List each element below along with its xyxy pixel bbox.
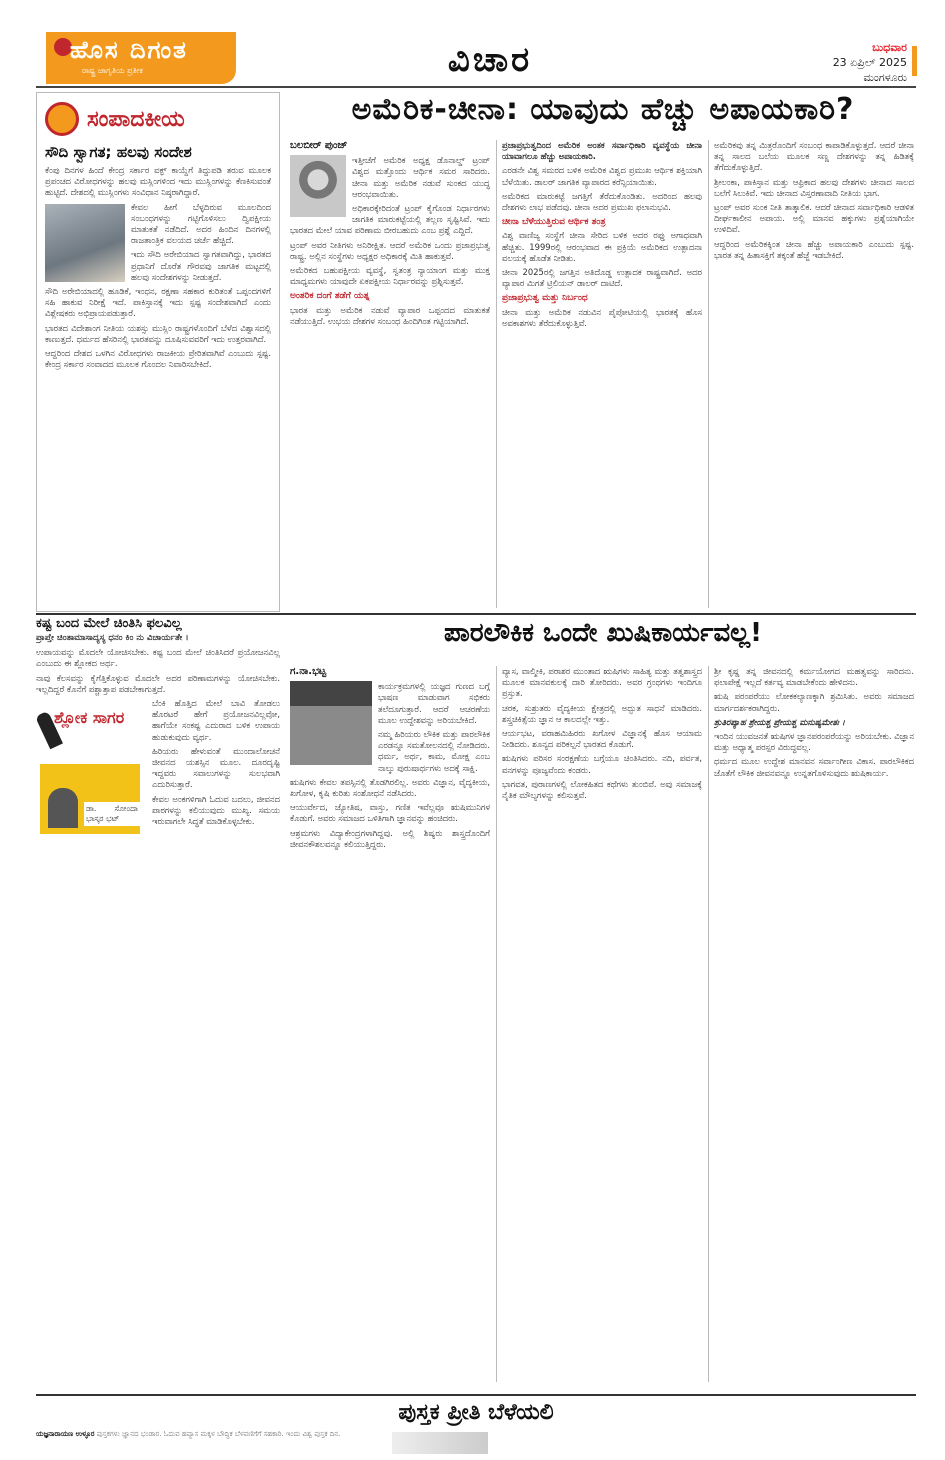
article-paragraph: ಚೀನಾ 2025ರಲ್ಲಿ ಜಗತ್ತಿನ ಅತಿದೊಡ್ಡ ಉತ್ಪಾದಕ ರಾಷ್ಟ್ರವಾಗಿದೆ. ಅದರ ವ್ಯಾಪಾರ ಮಿಗತೆ ಟ್ರಿಲಿಯನ್ ಡಾಲರ್ ದಾಟಿದೆ. [502,267,702,289]
date-day: ಬುಧವಾರ [872,41,907,54]
author-photo [290,155,346,217]
section-title: ವಿಚಾರ [447,40,533,80]
editorial-paragraph: ಸೌದಿ ಅರೇಬಿಯಾದಲ್ಲಿ ಹೂಡಿಕೆ, ಇಂಧನ, ರಕ್ಷಣಾ ಸಹಕಾರ ಕುರಿತಂತೆ ಒಪ್ಪಂದಗಳಿಗೆ ಸಹಿ ಹಾಕುವ ನಿರೀಕ್ಷೆ ಇದೆ. ಪಾಕಿಸ್ತಾನಕ್ಕೆ ಇದು ಸ್ಪಷ್ಟ ಸಂದೇಶವಾಗಿದೆ ಎಂದು ವಿಶ್ಲೇಷಕರು ಅಭಿಪ್ರಾಯಪಡುತ್ತಾರೆ. [45,286,271,319]
article-subhead: ಪ್ರಜಾಪ್ರಭುತ್ವ ಮತ್ತು ನಿರ್ಬಂಧ [502,293,588,304]
section-rule [36,613,916,615]
shloka-paragraph: ಹಿರಿಯರು ಹೇಳುವಂತೆ ಮುಂದಾಲೋಚನೆ ಜೀವನದ ಯಶಸ್ಸಿನ ಮೂಲ. ದೂರದೃಷ್ಟಿ ಇದ್ದವರು ಸವಾಲುಗಳನ್ನು ಸುಲಭವಾಗಿ ಎದುರಿಸುತ್ತಾರೆ. [152,745,280,790]
books-illustration [392,1432,488,1454]
editorial-box [36,92,280,612]
article-paragraph: ಎರಡನೇ ವಿಶ್ವ ಸಮರದ ಬಳಿಕ ಅಮೆರಿಕ ವಿಶ್ವದ ಪ್ರಮುಖ ಆರ್ಥಿಕ ಶಕ್ತಿಯಾಗಿ ಬೆಳೆಯಿತು. ಡಾಲರ್ ಜಾಗತಿಕ ವ್ಯಾಪಾರದ ಕರೆನ್ಸಿಯಾಯಿತು. [502,165,702,187]
editorial-emblem-icon [45,102,79,136]
article-paragraph: ಅಮೆರಿಕದ ಮಾರುಕಟ್ಟೆ ಜಗತ್ತಿಗೆ ತೆರೆದುಕೊಂಡಿತು. ಅದರಿಂದ ಹಲವು ದೇಶಗಳು ಲಾಭ ಪಡೆದವು. ಚೀನಾ ಅದರ ಪ್ರಮುಖ ಫಲಾನುಭವಿ. [502,190,702,213]
shloka-article-title: ಕಷ್ಟ ಬಂದ ಮೇಲೆ ಚಿಂತಿಸಿ ಫಲವಿಲ್ಲ [36,618,182,631]
editorial-paragraph: ಕೇವಲ ಹೀಗೆ ಬೆಳ್ಳದಿರುವ ಮೂಲದಿಂದ ಸಂಬಂಧಗಳನ್ನು ಗಟ್ಟಿಗೊಳಿಸಲು ದ್ವಿಪಕ್ಷೀಯ ಮಾತುಕತೆ ನಡೆದಿದೆ. ಅದರ ಹಿಂದಿನ ದಿನಗಳಲ್ಲಿ ರಾಜತಾಂತ್ರಿಕ ವಲಯದ ಚರ್ಚೆ ಹೆಚ್ಚಿದೆ. [131,201,271,246]
article-paragraph: ಟ್ರಂಪ್ ಅವರ ನೀತಿಗಳು ಅನಿರೀಕ್ಷಿತ. ಆದರೆ ಅಮೆರಿಕ ಒಂದು ಪ್ರಜಾಪ್ರಭುತ್ವ ರಾಷ್ಟ್ರ. ಅಲ್ಲಿನ ಸಂಸ್ಥೆಗಳು ಅಧ್ಯಕ್ಷರ ಅಧಿಕಾರಕ್ಕೆ ಮಿತಿ ಹಾಕುತ್ತವೆ. [290,239,490,261]
speech-photo [290,681,372,765]
shloka-label: ಶ್ಲೋಕ ಸಾಗರ [54,708,125,728]
editorial-header [45,99,271,139]
article-verse: ಶ್ರುತಿರಪ್ಯಾಹ ಶ್ರೇಯಶ್ಚ ಪ್ರೇಯಶ್ಚ ಮನುಷ್ಯಮೇತಃ । [714,716,845,727]
shloka-card [40,764,140,834]
article-paragraph: ಅಮೆರಿಕದ ಬಹುಪಕ್ಷೀಯ ವ್ಯವಸ್ಥೆ, ಸ್ವತಂತ್ರ ನ್ಯಾಯಾಂಗ ಮತ್ತು ಮುಕ್ತ ಮಾಧ್ಯಮಗಳು ಯಾವುದೇ ಏಕಪಕ್ಷೀಯ ನಿರ್ಧಾರವನ್ನು ಪ್ರಶ್ನಿಸುತ್ತವೆ. [290,265,490,287]
bottom-article-headline: ಪುಸ್ತಕ ಪ್ರೀತಿ ಬೆಳೆಯಲಿ [36,1394,916,1426]
top-article-col-1 [290,140,490,608]
column-divider [708,666,709,1382]
article-paragraph: ವಿಶ್ವ ವಾಣಿಜ್ಯ ಸಂಸ್ಥೆಗೆ ಚೀನಾ ಸೇರಿದ ಬಳಿಕ ಅದರ ರಫ್ತು ಅಗಾಧವಾಗಿ ಹೆಚ್ಚಿತು. 1999ರಲ್ಲಿ ಆರಂಭವಾದ ಈ ಪ್ರಕ್ರಿಯೆ ಅಮೆರಿಕದ ಉತ್ಪಾದನಾ ವಲಯಕ್ಕೆ ಹೊಡೆತ ನೀಡಿತು. [502,230,702,263]
shloka-author: ಡಾ. ಸೋಂದಾ ಭಾಸ್ಕರ ಭಟ್ [84,802,140,826]
date-text: 23 ಏಪ್ರಿಲ್ 2025 [832,56,907,69]
page-number: ೦೬ [198,88,219,109]
article-paragraph: ಆದ್ದರಿಂದ ಅಮೆರಿಕಕ್ಕಿಂತ ಚೀನಾ ಹೆಚ್ಚು ಅಪಾಯಕಾರಿ ಎಂಬುದು ಸ್ಪಷ್ಟ. ಭಾರತ ತನ್ನ ಹಿತಾಸಕ್ತಿಗೆ ತಕ್ಕಂತೆ ಹೆಜ್ಜೆ ಇಡಬೇಕಿದೆ. [714,238,914,260]
editorial-label: ಸಂಪಾದಕೀಯ [87,106,185,132]
mid-article-byline: ಗ.ನಾ.ಭಟ್ಟ [290,666,327,677]
city: ಮಂಗಳೂರು [863,71,907,84]
editorial-paragraph: ಇದು ಸೌದಿ ಅರೇಬಿಯಾದ ಸ್ವಾಗತವಾಗಿದ್ದು, ಭಾರತದ ಪ್ರಧಾನಿಗೆ ದೊರೆತ ಗೌರವವು ಜಾಗತಿಕ ಮಟ್ಟದಲ್ಲಿ ಹಲವು ಸಂದೇಶಗಳನ್ನು ನೀಡುತ್ತದೆ. [131,249,271,282]
column-divider [708,140,709,608]
shloka-article [36,618,280,1388]
article-paragraph: ಇತ್ತೀಚೆಗೆ ಅಮೆರಿಕ ಅಧ್ಯಕ್ಷ ಡೊನಾಲ್ಡ್ ಟ್ರಂಪ್ ವಿಶ್ವದ ಮತ್ತೊಂದು ಆರ್ಥಿಕ ಸಮರ ಸಾರಿದರು. ಚೀನಾ ಮತ್ತು ಅಮೆರಿಕ ನಡುವೆ ಸುಂಕದ ಯುದ್ಧ ಆರಂಭವಾಯಿತು. [352,155,490,199]
shloka-paragraph: ಬೆಂಕಿ ಹೊತ್ತಿದ ಮೇಲೆ ಬಾವಿ ತೋಡಲು ಹೊರಟರೆ ಹೇಗೆ ಪ್ರಯೋಜನವಿಲ್ಲವೋ, ಹಾಗೆಯೇ ಸಂಕಷ್ಟ ಎದುರಾದ ಬಳಿಕ ಉಪಾಯ ಹುಡುಕುವುದು ವ್ಯರ್ಥ. [152,698,280,742]
logo-tagline: ರಾಷ್ಟ್ರ ಜಾಗೃತಿಯ ಪ್ರತೀಕ [82,66,143,75]
article-paragraph: ಚರಕ, ಸುಶ್ರುತರು ವೈದ್ಯಕೀಯ ಕ್ಷೇತ್ರದಲ್ಲಿ ಅದ್ಭುತ ಸಾಧನೆ ಮಾಡಿದರು. ಶಸ್ತ್ರಚಿಕಿತ್ಸೆಯ ಜ್ಞಾನ ಆ ಕಾಲದಲ್ಲೇ ಇತ್ತು. [502,702,702,724]
article-paragraph: ಅಧಿಕಾರಕ್ಕೇರಿದಂತೆ ಟ್ರಂಪ್ ಕೈಗೊಂಡ ನಿರ್ಧಾರಗಳು ಜಾಗತಿಕ ಮಾರುಕಟ್ಟೆಯಲ್ಲಿ ತಲ್ಲಣ ಸೃಷ್ಟಿಸಿವೆ. ಇದು ಭಾರತದ ಮೇಲೆ ಯಾವ ಪರಿಣಾಮ ಬೀರಬಹುದು ಎಂಬ ಪ್ರಶ್ನೆ ಎದ್ದಿದೆ. [290,203,490,236]
editorial-headline: ಸೌದಿ ಸ್ವಾಗತ; ಹಲವು ಸಂದೇಶ [45,143,192,161]
article-paragraph: ಆಶ್ರಮಗಳು ವಿದ್ಯಾಕೇಂದ್ರಗಳಾಗಿದ್ದವು. ಅಲ್ಲಿ ಶಿಷ್ಯರು ಶಾಸ್ತ್ರದೊಂದಿಗೆ ಜೀವನಕೌಶಲವನ್ನೂ ಕಲಿಯುತ್ತಿದ್ದರು. [290,827,490,849]
article-paragraph: ಋಷಿಗಳು ಕೇವಲ ತಪಸ್ಸಿನಲ್ಲಿ ತೊಡಗಿರಲಿಲ್ಲ. ಅವರು ವಿಜ್ಞಾನ, ವೈದ್ಯಕೀಯ, ಖಗೋಳ, ಕೃಷಿ ಕುರಿತು ಸಂಶೋಧನೆ ನಡೆಸಿದರು. [290,776,490,799]
masthead [0,0,945,109]
date-box [833,40,907,85]
bottom-teaser: ಪುಸ್ತಕಗಳು ಜ್ಞಾನದ ಭಂಡಾರ. ಓದುವ ಹವ್ಯಾಸ ಮಕ್ಕಳ ಬೌದ್ಧಿಕ ಬೆಳವಣಿಗೆಗೆ ಸಹಕಾರಿ. ಇಂದು ವಿಶ್ವ ಪುಸ್ತಕ ದಿನ. [96,1430,341,1438]
logo-text: ಹೊಸ ದಿಗಂತ [70,36,188,64]
article-paragraph: ಋಷಿ ಪರಂಪರೆಯು ಲೋಕಕಲ್ಯಾಣಕ್ಕಾಗಿ ಶ್ರಮಿಸಿತು. ಅವರು ಸಮಾಜದ ಮಾರ್ಗದರ್ಶಕರಾಗಿದ್ದರು. [714,691,914,713]
mid-article [290,666,916,1386]
article-paragraph: ಅಮೆರಿಕವು ತನ್ನ ಮಿತ್ರರೊಂದಿಗೆ ಸಂಬಂಧ ಕಾಪಾಡಿಕೊಳ್ಳುತ್ತದೆ. ಆದರೆ ಚೀನಾ ತನ್ನ ಸಾಲದ ಬಲೆಯ ಮೂಲಕ ಸಣ್ಣ ದೇಶಗಳನ್ನು ತನ್ನ ಹಿಡಿತಕ್ಕೆ ತೆಗೆದುಕೊಳ್ಳುತ್ತಿದೆ. [714,140,914,173]
top-article-byline: ಬಲಬೀರ್ ಪುಂಜ್ [290,140,348,151]
bottom-byline: ಯಜ್ಞನಾರಾಯಣ ಉಳ್ಳೂರ [36,1430,95,1438]
article-paragraph: ಭಾಗವತ, ಪುರಾಣಗಳಲ್ಲಿ ಲೋಕಹಿತದ ಕಥೆಗಳು ತುಂಬಿವೆ. ಅವು ಸಮಾಜಕ್ಕೆ ನೈತಿಕ ಮೌಲ್ಯಗಳನ್ನು ಕಲಿಸುತ್ತವೆ. [502,778,702,801]
mid-article-headline: ಪಾರಲೌಕಿಕ ಒಂದೇ ಖುಷಿಕಾರ್ಯವಲ್ಲ! [444,618,762,648]
shloka-verse: ಪ್ರಾಪ್ತೇ ಚಿಂತಾಮಾಸಾದ್ಯಸ್ಯ ಧನಂ ಕಿಂ ನು ವಿಚಾರ್ಯತೇ । [36,633,189,644]
shloka-paragraph: ನಾವು ಕೆಲಸವನ್ನು ಕೈಗೆತ್ತಿಕೊಳ್ಳುವ ಮೊದಲೇ ಅದರ ಪರಿಣಾಮಗಳನ್ನು ಯೋಚಿಸಬೇಕು. ಇಲ್ಲದಿದ್ದರೆ ಕೊನೆಗೆ ಪಶ್ಚಾತ್ತಾಪ ಪಡಬೇಕಾಗುತ್ತದೆ. [36,672,280,694]
article-paragraph: ಚೀನಾ ಮತ್ತು ಅಮೆರಿಕ ನಡುವಿನ ಪೈಪೋಟಿಯಲ್ಲಿ ಭಾರತಕ್ಕೆ ಹೊಸ ಅವಕಾಶಗಳು ತೆರೆದುಕೊಳ್ಳುತ್ತಿವೆ. [502,306,702,328]
shloka-paragraph: ಉಪಾಯವನ್ನು ಮೊದಲೇ ಯೋಚಿಸಬೇಕು. ಕಷ್ಟ ಬಂದ ಮೇಲೆ ಚಿಂತಿಸಿದರೆ ಪ್ರಯೋಜನವಿಲ್ಲ ಎಂಬುದು ಈ ಶ್ಲೋಕದ ಅರ್ಥ. [36,647,280,669]
editorial-paragraph: ಕೆಂಪು ದಿನಗಳ ಹಿಂದೆ ಕೇಂದ್ರ ಸರ್ಕಾರ ವಕ್ಫ್ ಕಾಯ್ದೆಗೆ ತಿದ್ದುಪಡಿ ತರುವ ಮೂಲಕ ಪ್ರಪಂಚದ ವಿರೋಧಗಳನ್ನು ಹಲವು ಮಸ್ಲಿಂಗಳಿಂದ ಇದು ಮುಸ್ಲಿಂಗಳನ್ನು ಕೆಣಕಿಸುವಂತೆ ಹುಟ್ಟಿದೆ. ದೇಶದಲ್ಲಿ ಮುಸ್ಲಿಂಗಳು ಸಂವಿಧಾನ ನಿಷ್ಠರಾಗಿದ್ದಾರೆ. [45,165,271,198]
column-divider [496,140,497,608]
top-rule [36,86,916,88]
editorial-photo [45,204,125,282]
top-article-col-3 [714,140,914,608]
article-paragraph: ಆರ್ಯಭಟ, ವರಾಹಮಿಹಿರರು ಖಗೋಳ ವಿಜ್ಞಾನಕ್ಕೆ ಹೊಸ ಆಯಾಮ ನೀಡಿದರು. ಶೂನ್ಯದ ಪರಿಕಲ್ಪನೆ ಭಾರತದ ಕೊಡುಗೆ. [502,728,702,750]
article-paragraph: ವ್ಯಾಸ, ವಾಲ್ಮೀಕಿ, ಪರಾಶರ ಮುಂತಾದ ಋಷಿಗಳು ಸಾಹಿತ್ಯ ಮತ್ತು ತತ್ವಶಾಸ್ತ್ರದ ಮೂಲಕ ಮಾನವಕುಲಕ್ಕೆ ದಾರಿ ತೋರಿದರು. ಅವರ ಗ್ರಂಥಗಳು ಇಂದಿಗೂ ಪ್ರಸ್ತುತ. [502,666,702,699]
top-article-headline: ಅಮೆರಿಕ-ಚೀನಾ: ಯಾವುದು ಹೆಚ್ಚು ಅಪಾಯಕಾರಿ? [351,92,855,127]
editorial-body [45,165,271,370]
article-paragraph: ಕಾರ್ಯಕ್ರಮಗಳಲ್ಲಿ ಯಜ್ಞದ ಗುಣದ ಬಗ್ಗೆ ಭಾಷಣ ಮಾಡುವಾಗ ಸಭಿಕರು ತಲೆದೂಗುತ್ತಾರೆ. ಆದರೆ ಆಚರಣೆಯ ಮೂಲ ಉದ್ದೇಶವನ್ನು ಅರಿಯಬೇಕಿದೆ. [378,681,490,725]
mid-article-col-3 [714,666,914,1382]
column-divider [496,666,497,1382]
mid-article-col-1 [290,666,490,1382]
top-article [290,140,916,610]
article-subhead: ಅಂತರಿಕ ದಂಗೆ ತಡೆಗೆ ಯತ್ನ [290,291,370,302]
shloka-sagara-badge [36,702,146,834]
article-intro: ಪ್ರಜಾಪ್ರಭುತ್ವದಿಂದ ಅಮೆರಿಕ ಅಂತಕ ಸರ್ವಾಧಿಕಾರಿ ವ್ಯವಸ್ಥೆಯ ಚೀನಾ ಯಾವಾಗಲೂ ಹೆಚ್ಚು ಅಪಾಯಕಾರಿ. [502,140,702,162]
mid-article-col-2 [502,666,702,1382]
article-paragraph: ಟ್ರಂಪ್ ಅವರ ಸುಂಕ ನೀತಿ ತಾತ್ಕಾಲಿಕ. ಆದರೆ ಚೀನಾದ ಸರ್ವಾಧಿಕಾರಿ ಆಡಳಿತ ದೀರ್ಘಕಾಲೀನ ಅಪಾಯ. ಅಲ್ಲಿ ಮಾನವ ಹಕ್ಕುಗಳು ಪ್ರಶ್ನೆಯಾಗಿಯೇ ಉಳಿದಿವೆ. [714,202,914,235]
article-paragraph: ಶ್ರೀ ಕೃಷ್ಣ ತನ್ನ ಜೀವನದಲ್ಲಿ ಕರ್ಮಯೋಗದ ಮಹತ್ವವನ್ನು ಸಾರಿದನು. ಫಲಾಪೇಕ್ಷೆ ಇಲ್ಲದೆ ಕರ್ತವ್ಯ ಮಾಡಬೇಕೆಂದು ಹೇಳಿದನು. [714,666,914,688]
author-avatar [48,788,78,828]
article-paragraph: ಧರ್ಮದ ಮೂಲ ಉದ್ದೇಶ ಮಾನವನ ಸರ್ವಾಂಗೀಣ ವಿಕಾಸ. ಪಾರಲೌಕಿಕದ ಜೊತೆಗೆ ಲೌಕಿಕ ಜೀವನವನ್ನೂ ಉನ್ನತಗೊಳಿಸುವುದು ಋಷಿಕಾರ್ಯ. [714,756,914,778]
editorial-paragraph: ಭಾರತದ ವಿದೇಶಾಂಗ ನೀತಿಯ ಯಶಸ್ಸು ಮುಸ್ಲಿಂ ರಾಷ್ಟ್ರಗಳೊಂದಿಗೆ ಬೆಳೆದ ವಿಶ್ವಾಸದಲ್ಲಿ ಕಾಣುತ್ತದೆ. ಧರ್ಮದ ಹೆಸರಿನಲ್ಲಿ ಭಾರತವನ್ನು ದೂಷಿಸುವವರಿಗೆ ಇದು ಉತ್ತರವಾಗಿದೆ. [45,322,271,344]
editorial-paragraph: ಆದ್ದರಿಂದ ದೇಶದ ಒಳಗಿನ ವಿರೋಧಗಳು ರಾಜಕೀಯ ಪ್ರೇರಿತವಾಗಿವೆ ಎಂಬುದು ಸ್ಪಷ್ಟ. ಕೇಂದ್ರ ಸರ್ಕಾರ ಸಂವಾದದ ಮೂಲಕ ಗೊಂದಲ ನಿವಾರಿಸಬೇಕಿದೆ. [45,348,271,370]
accent-bar [912,46,917,76]
article-subhead: ಚೀನಾ ಬೆಳೆಯುತ್ತಿರುವ ಆರ್ಥಿಕ ತಂತ್ರ [502,217,606,228]
article-paragraph: ಭಾರತ ಮತ್ತು ಅಮೆರಿಕ ನಡುವೆ ವ್ಯಾಪಾರ ಒಪ್ಪಂದದ ಮಾತುಕತೆ ನಡೆಯುತ್ತಿದೆ. ಉಭಯ ದೇಶಗಳ ಸಂಬಂಧ ಹಿಂದಿಗಿಂತ ಗಟ್ಟಿಯಾಗಿದೆ. [290,304,490,326]
article-paragraph: ಇಂದಿನ ಯುವಜನತೆ ಋಷಿಗಳ ಜ್ಞಾನಪರಂಪರೆಯನ್ನು ಅರಿಯಬೇಕು. ವಿಜ್ಞಾನ ಮತ್ತು ಅಧ್ಯಾತ್ಮ ಪರಸ್ಪರ ವಿರುದ್ಧವಲ್ಲ. [714,731,914,753]
shloka-paragraph: ಕೇವಲ ಅಂಕಗಳಿಗಾಗಿ ಓದುವ ಬದಲು, ಜೀವನದ ಪಾಠಗಳನ್ನು ಕಲಿಯುವುದು ಮುಖ್ಯ. ಸಮಯ ಇರುವಾಗಲೇ ಸಿದ್ಧತೆ ಮಾಡಿಕೊಳ್ಳಬೇಕು. [152,793,280,827]
article-paragraph: ನಮ್ಮ ಹಿರಿಯರು ಲೌಕಿಕ ಮತ್ತು ಪಾರಲೌಕಿಕ ಎರಡನ್ನೂ ಸಮತೋಲನದಲ್ಲಿ ನೋಡಿದರು. ಧರ್ಮ, ಅರ್ಥ, ಕಾಮ, ಮೋಕ್ಷ ಎಂಬ ನಾಲ್ಕು ಪುರುಷಾರ್ಥಗಳು ಅದಕ್ಕೆ ಸಾಕ್ಷಿ. [378,729,490,773]
article-paragraph: ಋಷಿಗಳು ಪರಿಸರ ಸಂರಕ್ಷಣೆಯ ಬಗ್ಗೆಯೂ ಚಿಂತಿಸಿದರು. ನದಿ, ಪರ್ವತ, ವನಗಳನ್ನು ಪೂಜ್ಯವೆಂದು ಕಂಡರು. [502,753,702,775]
newspaper-logo [46,32,236,109]
top-article-col-2 [502,140,702,608]
article-paragraph: ಶ್ರೀಲಂಕಾ, ಪಾಕಿಸ್ತಾನ ಮತ್ತು ಆಫ್ರಿಕಾದ ಹಲವು ದೇಶಗಳು ಚೀನಾದ ಸಾಲದ ಬಲೆಗೆ ಸಿಲುಕಿವೆ. ಇದು ಚೀನಾದ ವಿಸ್ತರಣಾವಾದಿ ನೀತಿಯ ಭಾಗ. [714,176,914,198]
article-paragraph: ಆಯುರ್ವೇದ, ಜ್ಯೋತಿಷ, ವಾಸ್ತು, ಗಣಿತ ಇವೆಲ್ಲವೂ ಋಷಿಮುನಿಗಳ ಕೊಡುಗೆ. ಅವರು ಸಮಾಜದ ಒಳಿತಿಗಾಗಿ ಜ್ಞಾನವನ್ನು ಹಂಚಿದರು. [290,802,490,824]
